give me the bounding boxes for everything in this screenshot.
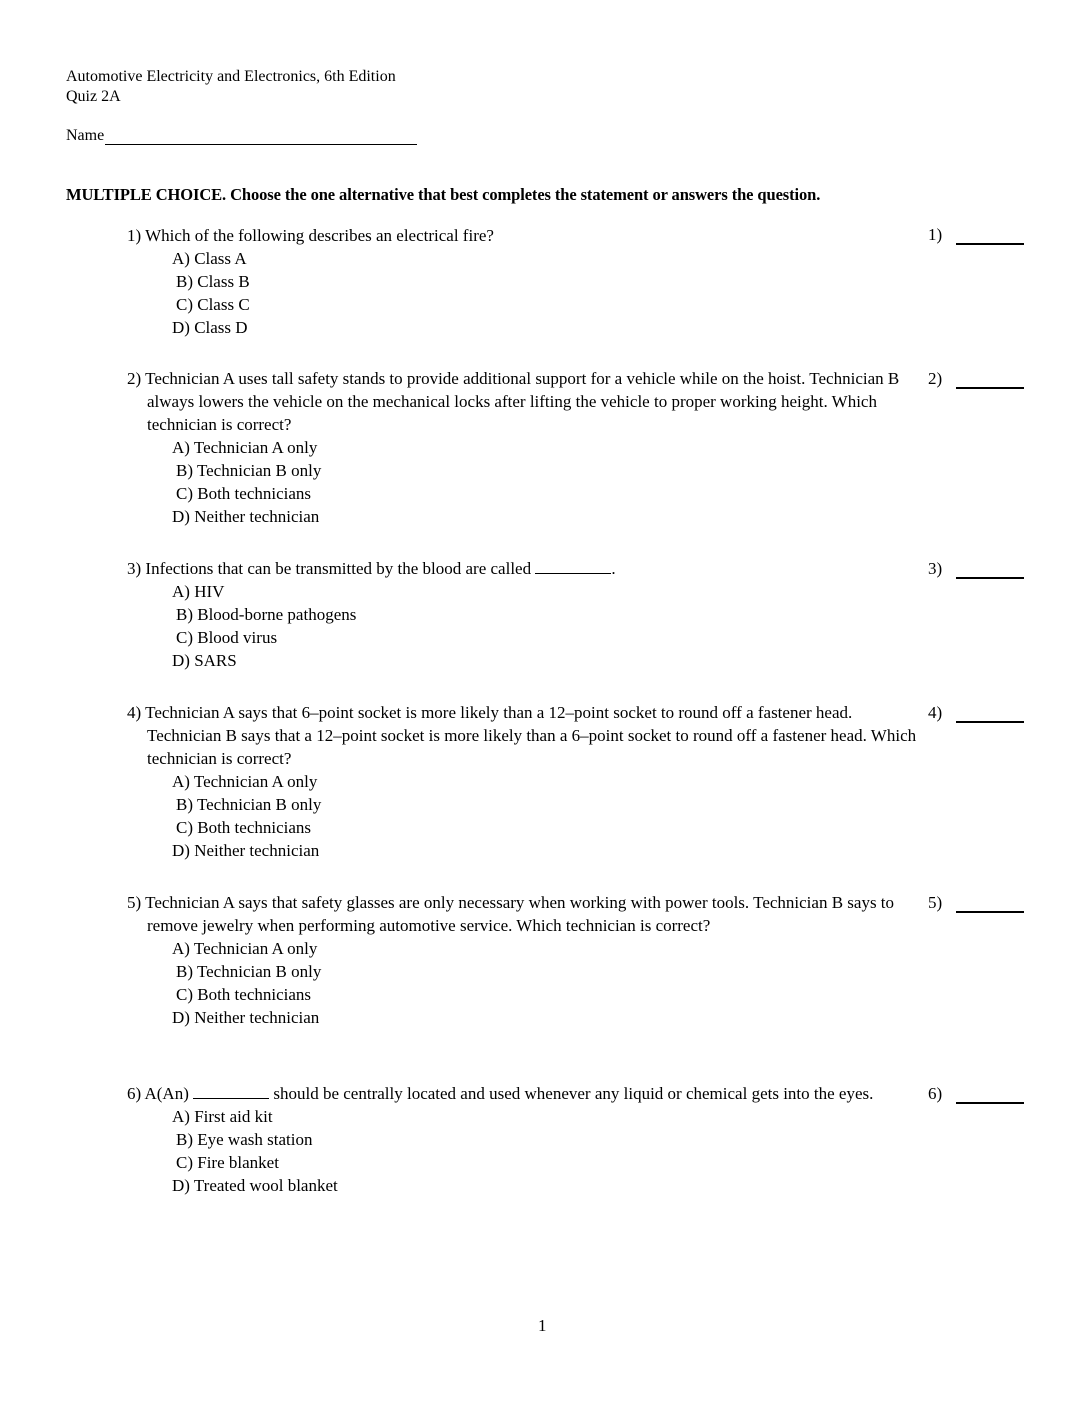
name-field-row [66, 126, 417, 145]
choice-c[interactable]: C) Both technicians [176, 818, 312, 837]
question-stem: 4) Technician A says that 6–point socket is more likely than a 12–point socket to round off a fastener head. Technician B says that a 12–point socket is more likely than a 6–point socket to round off a fastener head. Which technician is correct? [127, 703, 917, 768]
choice-b[interactable]: B) Eye wash station [176, 1130, 313, 1149]
choice-a[interactable]: A) HIV [172, 582, 225, 601]
choice-list [172, 247, 917, 339]
choice-d[interactable]: D) Treated wool blanket [172, 1176, 338, 1195]
answer-field-5 [928, 893, 1024, 913]
question-stem: 1) Which of the following describes an electrical fire? [127, 226, 494, 245]
answer-field-4 [928, 703, 1024, 723]
question-4 [127, 701, 917, 862]
question-stem: 2) Technician A uses tall safety stands to provide additional support for a vehicle while on the hoist. Technician B always lowers the vehicle on the mechanical locks after lifting the vehicle to proper working height. Which technician is correct? [127, 369, 900, 434]
answer-label: 2) [928, 369, 943, 388]
answer-blank[interactable] [956, 373, 1024, 389]
answer-field-1 [928, 225, 1024, 245]
question-5 [127, 891, 917, 1029]
question-stem: 6) A(An) should be centrally located and used whenever any liquid or chemical gets into the eyes. [127, 1084, 874, 1103]
answer-field-6 [928, 1084, 1024, 1104]
answer-blank[interactable] [956, 229, 1024, 245]
choice-a[interactable]: A) First aid kit [172, 1107, 273, 1126]
choice-d[interactable]: D) Neither technician [172, 1008, 320, 1027]
answer-blank[interactable] [956, 707, 1024, 723]
choice-d[interactable]: D) Neither technician [172, 507, 320, 526]
choice-a[interactable]: A) Technician A only [172, 438, 318, 457]
question-2 [127, 367, 917, 528]
name-label: Name [66, 127, 105, 144]
choice-d[interactable]: D) Class D [172, 318, 248, 337]
choice-b[interactable]: B) Technician B only [176, 795, 322, 814]
fill-in-blank [193, 1097, 269, 1099]
choice-list [172, 580, 917, 672]
choice-a[interactable]: A) Technician A only [172, 939, 318, 958]
answer-field-2 [928, 369, 1024, 389]
choice-b[interactable]: B) Blood-borne pathogens [176, 605, 357, 624]
answer-blank[interactable] [956, 1088, 1024, 1104]
document-title: Automotive Electricity and Electronics, 6th Edition [66, 68, 396, 85]
choice-b[interactable]: B) Technician B only [176, 461, 322, 480]
choice-a[interactable]: A) Technician A only [172, 772, 318, 791]
section-instructions: MULTIPLE CHOICE. Choose the one alternative that best completes the statement or answers the question. [66, 185, 821, 204]
choice-c[interactable]: C) Both technicians [176, 484, 312, 503]
choice-d[interactable]: D) SARS [172, 651, 237, 670]
fill-in-blank [535, 572, 611, 574]
answer-label: 3) [928, 559, 943, 578]
choice-b[interactable]: B) Technician B only [176, 962, 322, 981]
answer-label: 5) [928, 893, 943, 912]
choice-list [172, 770, 917, 862]
choice-c[interactable]: C) Class C [176, 295, 250, 314]
choice-a[interactable]: A) Class A [172, 249, 247, 268]
answer-blank[interactable] [956, 563, 1024, 579]
choice-list [172, 1105, 917, 1197]
name-blank-line[interactable] [105, 126, 417, 145]
page-number: 1 [538, 1316, 547, 1335]
quiz-subtitle: Quiz 2A [66, 88, 121, 105]
choice-list [172, 937, 917, 1029]
question-3 [127, 557, 917, 672]
choice-c[interactable]: C) Blood virus [176, 628, 278, 647]
question-stem: 3) Infections that can be transmitted by the blood are called . [127, 559, 616, 578]
choice-d[interactable]: D) Neither technician [172, 841, 320, 860]
answer-blank[interactable] [956, 897, 1024, 913]
choice-c[interactable]: C) Fire blanket [176, 1153, 279, 1172]
answer-label: 6) [928, 1084, 943, 1103]
answer-label: 1) [928, 225, 943, 244]
answer-field-3 [928, 559, 1024, 579]
choice-b[interactable]: B) Class B [176, 272, 250, 291]
question-6 [127, 1082, 917, 1197]
choice-list [172, 436, 917, 528]
choice-c[interactable]: C) Both technicians [176, 985, 312, 1004]
question-stem: 5) Technician A says that safety glasses are only necessary when working with power tools. Technician B says to remove jewelry when performing automotive service. Which technician is correct? [127, 893, 895, 935]
question-1 [127, 224, 917, 339]
answer-label: 4) [928, 703, 943, 722]
